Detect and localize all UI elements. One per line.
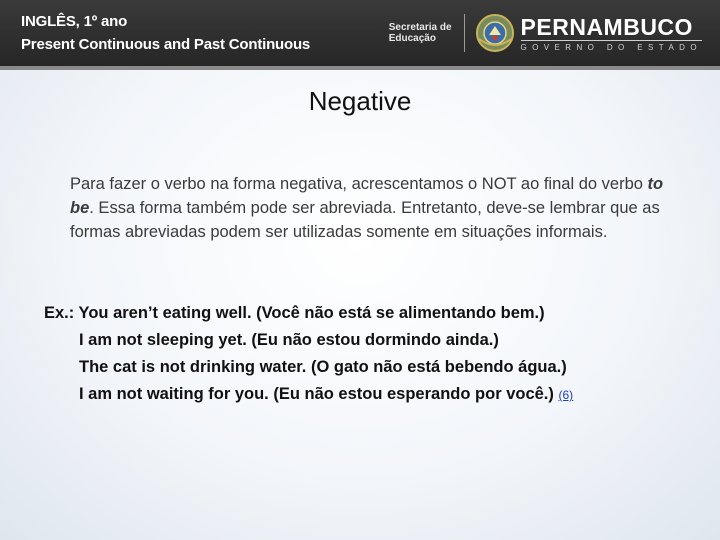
slide-title: Negative — [308, 86, 412, 116]
examples-prefix: Ex.: — [44, 304, 79, 322]
example-row-2: I am not sleeping yet. (Eu não estou dormindo ainda.) — [79, 331, 499, 349]
government-logo — [389, 10, 702, 56]
secretaria-label: Secretaria de Educação — [388, 22, 452, 44]
brand-name: PERNAMBUCO — [520, 13, 693, 40]
example-row-4: I am not waiting for you. (Eu não estou esperando por você.) (6) — [79, 385, 574, 403]
brand — [521, 15, 702, 52]
brand-subtitle: GOVERNO DO ESTADO — [521, 40, 702, 52]
examples-list — [44, 300, 684, 409]
course-subject: INGLÊS, 1º ano — [21, 13, 128, 30]
example-row-3: The cat is not drinking water. (O gato não está bebendo água.) — [79, 358, 567, 376]
logo-divider — [464, 14, 465, 52]
intro-paragraph: Para fazer o verbo na forma negativa, acrescentamos o NOT ao final do verbo to be. Essa forma também pode ser abreviada. Entretanto, deve-se lembrar que as formas abreviadas podem ser utilizadas somente em situações informais. — [70, 175, 664, 241]
reference-link[interactable]: (6) — [558, 388, 574, 402]
course-topic: Present Continuous and Past Continuous — [21, 36, 311, 53]
example-row-1: Ex.: You aren’t eating well. (Você não está se alimentando bem.) — [44, 304, 545, 322]
emphasis-to-be: to be — [70, 175, 664, 217]
header-bar — [0, 0, 720, 70]
pernambuco-seal-icon — [475, 13, 515, 53]
